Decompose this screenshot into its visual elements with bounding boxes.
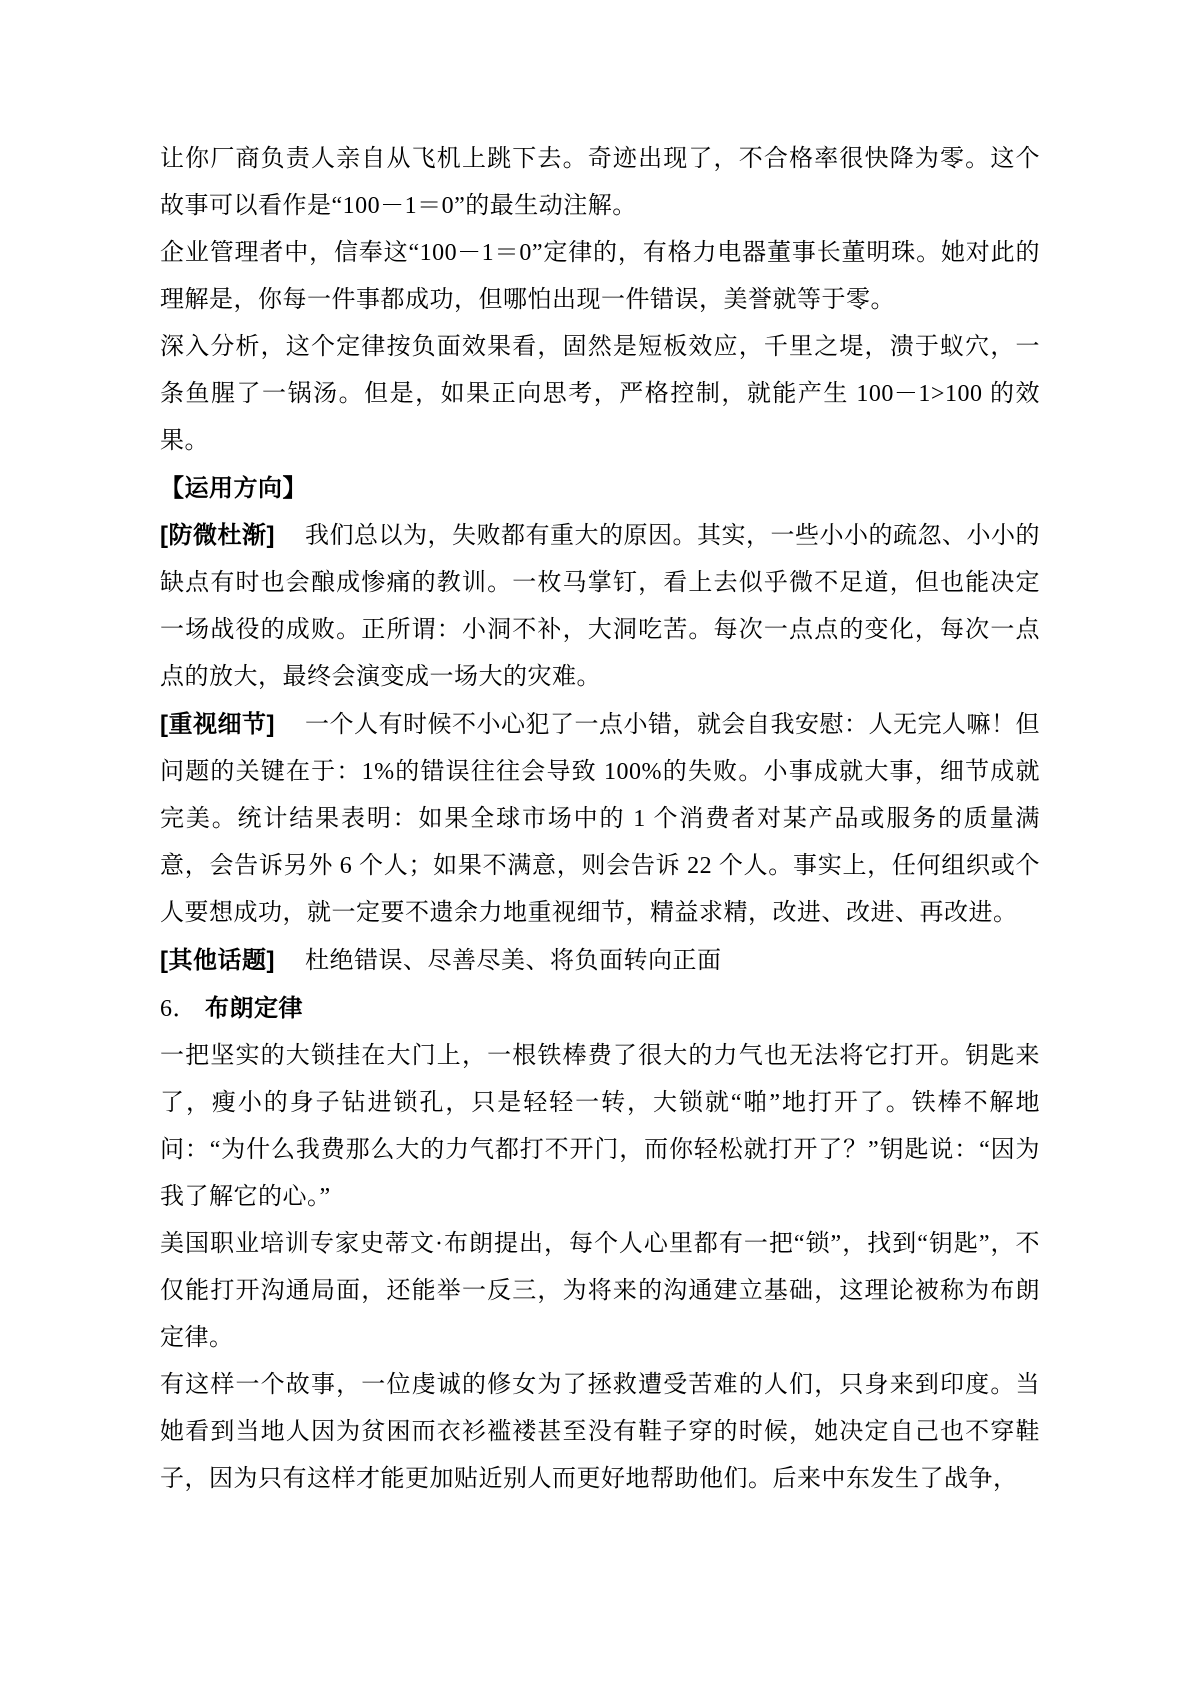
- paragraph-text: 有这样一个故事，一位虔诚的修女为了拯救遭受苦难的人们，只身来到印度。当她看到当地人因为贫困而衣衫褴褛甚至没有鞋子穿的时候，她决定自己也不穿鞋子，因为只有这样才能更加贴近别人而更好地帮助他们。后来中东发生了战争，: [160, 1372, 1040, 1492]
- topic-label: [重视细节]: [160, 711, 275, 738]
- document-page: [160, 136, 1040, 1503]
- paragraph-text: 我们总以为，失败都有重大的原因。其实，一些小小的疏忽、小小的缺点有时也会酿成惨痛的教训。一枚马掌钉，看上去似乎微不足道，但也能决定一场战役的成败。正所谓：小洞不补，大洞吃苦。每次一点点的变化，每次一点点的放大，最终会演变成一场大的灾难。: [160, 523, 1041, 690]
- labeled-paragraph: [160, 701, 1040, 937]
- paragraph-text: 让你厂商负责人亲自从飞机上跳下去。奇迹出现了，不合格率很快降为零。这个故事可以看作是“100－1＝0”的最生动注解。: [160, 146, 1040, 219]
- labeled-paragraph: [160, 512, 1040, 701]
- paragraph-text: 一个人有时候不小心犯了一点小错，就会自我安慰：人无完人嘛！但问题的关键在于：1%的错误往往会导致 100%的失败。小事成就大事，细节成就完美。统计结果表明：如果全球市场中的 1 个消费者对某产品或服务的质量满意，会告诉另外 6 个人；如果不满意，则会告诉 22 个人。事实上，任何组织或个人要想成功，就一定要不遗余力地重视细节，精益求精，改进、改进、再改进。: [160, 712, 1041, 926]
- body-paragraph: [160, 324, 1040, 465]
- topic-label: [防微杜渐]: [160, 522, 275, 549]
- body-paragraph: [160, 1033, 1040, 1221]
- heading-number: 6．: [160, 996, 197, 1022]
- numbered-heading: [160, 985, 1040, 1033]
- paragraph-text: 企业管理者中，信奉这“100－1＝0”定律的，有格力电器董事长董明珠。她对此的理解是，你每一件事都成功，但哪怕出现一件错误，美誉就等于零。: [160, 240, 1040, 313]
- paragraph-text: 一把坚实的大锁挂在大门上，一根铁棒费了很大的力气也无法将它打开。钥匙来了，瘦小的身子钻进锁孔，只是轻轻一转，大锁就“啪”地打开了。铁棒不解地问：“为什么我费那么大的力气都打不开门，而你轻松就打开了？”钥匙说：“因为我了解它的心。”: [160, 1043, 1040, 1210]
- body-paragraph: [160, 1362, 1040, 1503]
- labeled-paragraph: [160, 937, 1040, 985]
- section-heading: [160, 465, 1040, 512]
- paragraph-text: 深入分析，这个定律按负面效果看，固然是短板效应，千里之堤，溃于蚁穴，一条鱼腥了一锅汤。但是，如果正向思考，严格控制，就能产生 100－1>100 的效果。: [160, 334, 1040, 454]
- body-paragraph: [160, 1221, 1040, 1362]
- body-paragraph: [160, 136, 1040, 230]
- body-paragraph: [160, 230, 1040, 324]
- heading-title: 布朗定律: [205, 995, 303, 1022]
- heading-text: 【运用方向】: [160, 475, 307, 502]
- paragraph-text: 杜绝错误、尽善尽美、将负面转向正面: [304, 948, 722, 974]
- topic-label: [其他话题]: [160, 947, 275, 974]
- paragraph-text: 美国职业培训专家史蒂文·布朗提出，每个人心里都有一把“锁”，找到“钥匙”，不仅能打开沟通局面，还能举一反三，为将来的沟通建立基础，这理论被称为布朗定律。: [160, 1231, 1040, 1351]
